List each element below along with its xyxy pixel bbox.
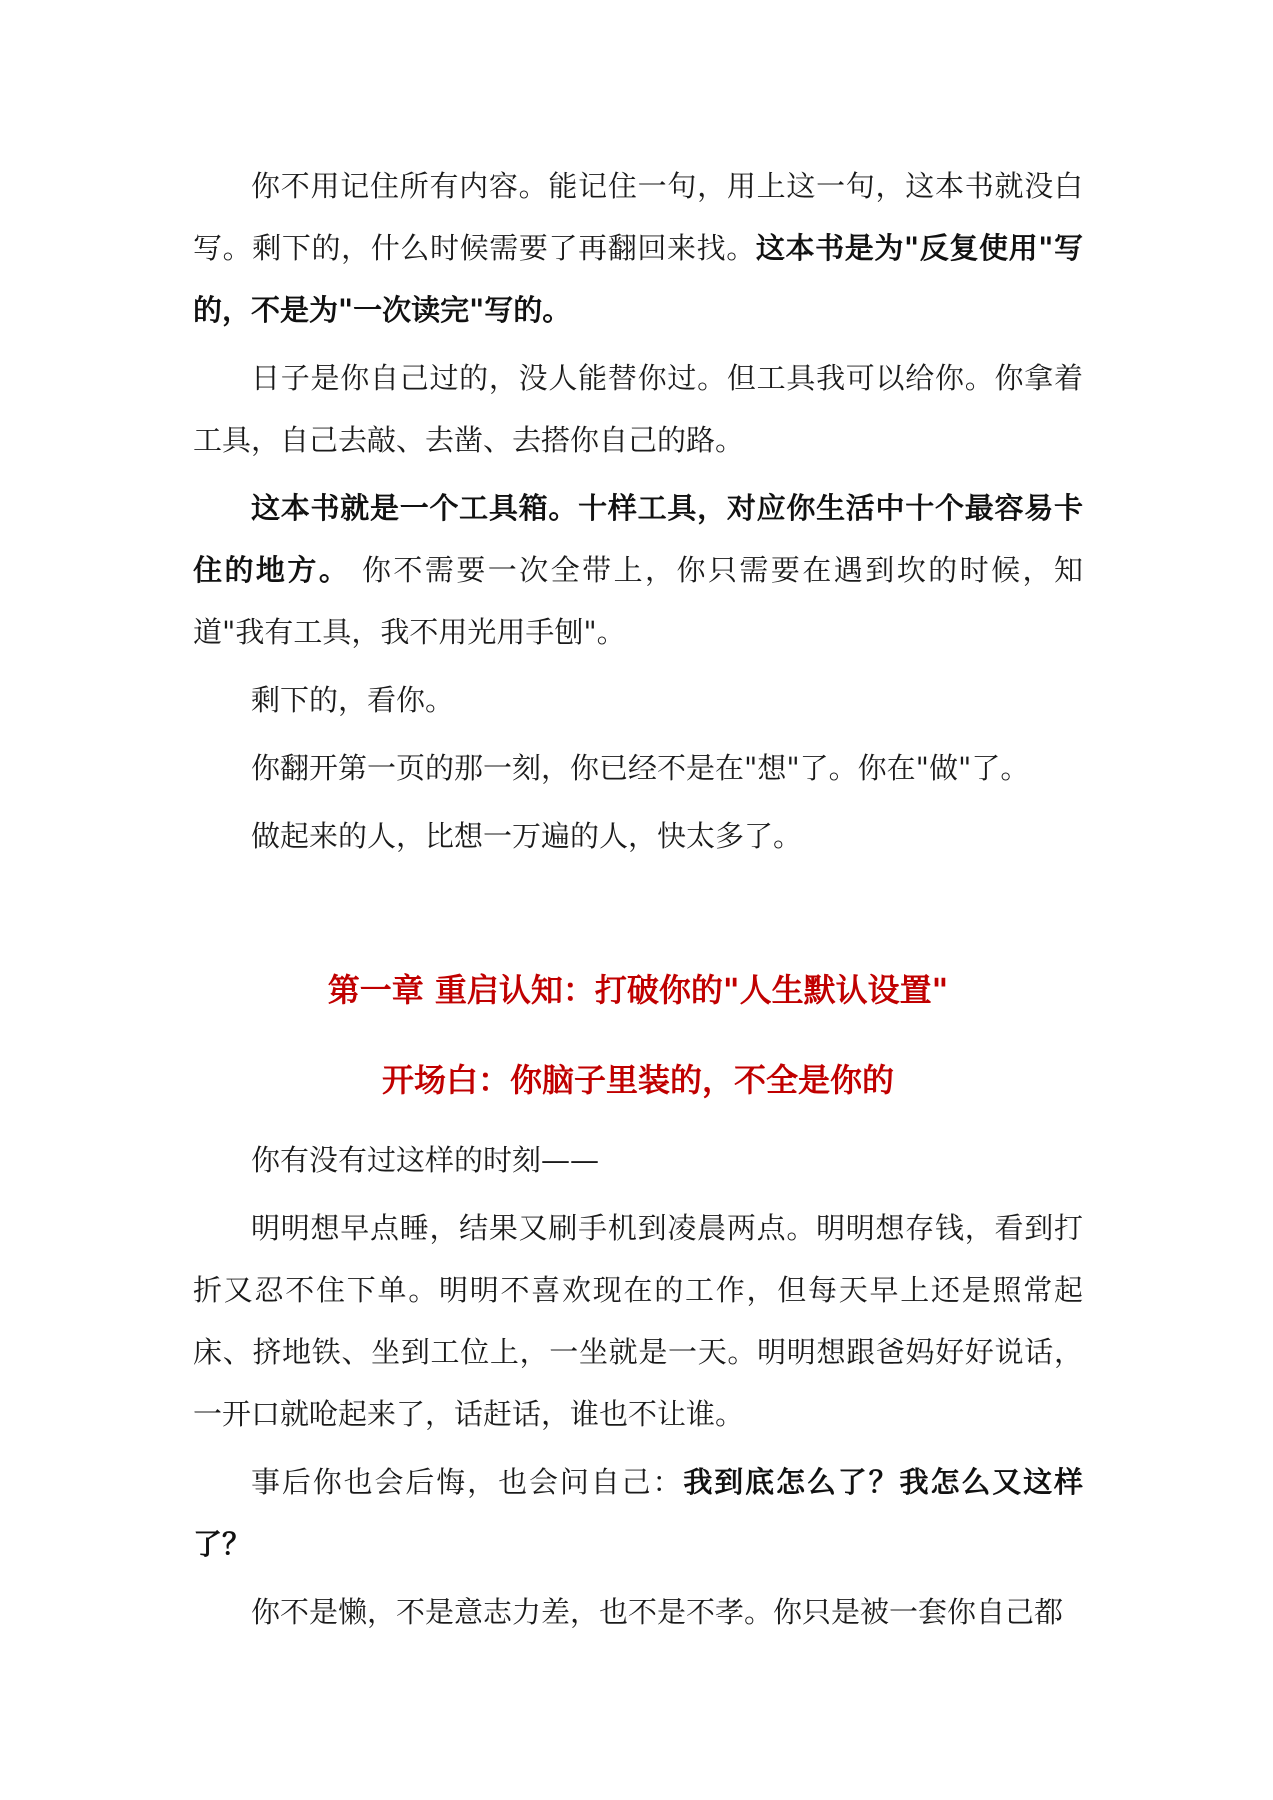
paragraph [193,1197,1083,1445]
section-title: 开场白：你脑子里装的，不全是你的 [381,1061,894,1099]
paragraph-bold-text: 这本书就是一个工具箱。十样工具，对应你生活中十个最容易卡住的地方。 [193,491,1083,587]
paragraph-text: 你不是懒，不是意志力差，也不是不孝。你只是被一套你自己都 [251,1595,1064,1629]
paragraph [193,669,1083,731]
paragraph-text: 你有没有过这样的时刻—— [251,1143,600,1177]
paragraph-text: 事后你也会后悔，也会问自己： [251,1465,684,1499]
paragraph [193,477,1083,663]
paragraph [193,1581,1083,1643]
paragraph-bold-text: 我到底怎么了？我怎么又这样了？ [193,1465,1083,1561]
paragraph-text: 你不用记住所有内容。能记住一句，用上这一句，这本书就没白写。剩下的，什么时候需要了再翻回来找。 [193,169,1083,265]
paragraph [193,347,1083,471]
paragraph-text: 明明想早点睡，结果又刷手机到凌晨两点。明明想存钱，看到打折又忍不住下单。明明不喜欢现在的工作，但每天早上还是照常起床、挤地铁、坐到工位上，一坐就是一天。明明想跟爸妈好好说话，一开口就呛起来了，话赶话，谁也不让谁。 [193,1211,1083,1431]
paragraph [193,737,1083,799]
section-gap [193,873,1083,935]
paragraph-bold-text: 这本书是为"反复使用"写的，不是为"一次读完"写的。 [193,231,1083,327]
paragraph-text: 你不需要一次全带上，你只需要在遇到坎的时候，知道"我有工具，我不用光用手刨"。 [193,553,1083,649]
paragraph-text: 你翻开第一页的那一刻，你已经不是在"想"了。你在"做"了。 [251,751,1030,785]
chapter-title: 第一章 重启认知：打破你的"人生默认设置" [327,971,949,1009]
page-content [193,155,1083,1649]
paragraph [193,1129,1083,1191]
paragraph [193,805,1083,867]
paragraph [193,1451,1083,1575]
paragraph-text: 做起来的人，比想一万遍的人，快太多了。 [251,819,803,853]
paragraph-text: 日子是你自己过的，没人能替你过。但工具我可以给你。你拿着工具，自己去敲、去凿、去搭你自己的路。 [193,361,1083,457]
paragraph-text: 剩下的，看你。 [251,683,455,717]
paragraph [193,155,1083,341]
